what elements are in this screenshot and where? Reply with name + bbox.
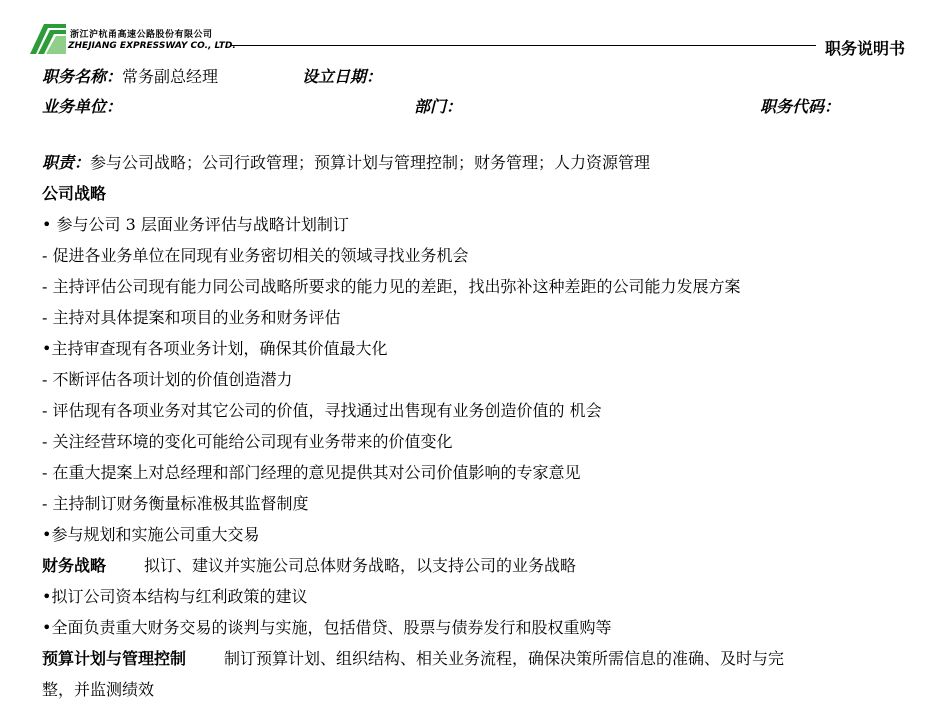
list-item: - 不断评估各项计划的价值创造潜力 (42, 370, 293, 389)
finance-desc: 拟订、建议并实施公司总体财务战略，以支持公司的业务战略 (144, 556, 577, 575)
code-field (760, 97, 840, 117)
dept-label: 部门： (414, 97, 463, 116)
budget-heading: 预算计划与管理控制 (42, 649, 187, 668)
code-label: 职务代码： (760, 97, 841, 116)
company-name-en: ZHEJIANG EXPRESSWAY CO., LTD. (68, 41, 236, 51)
finance-row (42, 556, 576, 576)
duties-text: 参与公司战略；公司行政管理；预算计划与管理控制；财务管理；人力资源管理 (90, 153, 651, 172)
list-item: •参与规划和实施公司重大交易 (42, 525, 260, 544)
strategy-heading: 公司战略 (42, 184, 107, 203)
date-label: 设立日期： (302, 67, 383, 86)
unit-label: 业务单位： (42, 97, 123, 116)
dept-field (414, 97, 462, 117)
finance-heading: 财务战略 (42, 556, 107, 575)
job-title-row (42, 67, 218, 87)
unit-field (42, 97, 122, 117)
budget-desc-continued: 整，并监测绩效 (42, 680, 155, 699)
company-name-cn: 浙江沪杭甬高速公路股份有限公司 (70, 30, 213, 40)
list-item: • 参与公司 3 层面业务评估与战略计划制订 (42, 215, 349, 234)
list-item: - 促进各业务单位在同现有业务密切相关的领域寻找业务机会 (42, 246, 469, 265)
list-item: - 主持评估公司现有能力同公司战略所要求的能力见的差距，找出弥补这种差距的公司能力发展方案 (42, 277, 741, 296)
budget-desc: 制订预算计划、组织结构、相关业务流程，确保决策所需信息的准确、及时与完 (224, 649, 785, 668)
company-logo-icon (30, 22, 66, 54)
header-divider (230, 45, 816, 46)
document-title: 职务说明书 (825, 39, 906, 58)
budget-row (42, 649, 784, 669)
list-item: •全面负责重大财务交易的谈判与实施，包括借贷、股票与债券发行和股权重购等 (42, 618, 612, 637)
list-item: - 关注经营环境的变化可能给公司现有业务带来的价值变化 (42, 432, 453, 451)
page-header (30, 22, 920, 58)
duties-row (42, 153, 650, 173)
job-title-label: 职务名称： (42, 67, 123, 86)
list-item: - 主持制订财务衡量标准极其监督制度 (42, 494, 309, 513)
list-item: •主持审查现有各项业务计划，确保其价值最大化 (42, 339, 388, 358)
duties-label: 职责： (42, 153, 91, 172)
list-item: - 主持对具体提案和项目的业务和财务评估 (42, 308, 341, 327)
list-item: •拟订公司资本结构与红利政策的建议 (42, 587, 308, 606)
job-title-value: 常务副总经理 (122, 67, 219, 86)
list-item: - 评估现有各项业务对其它公司的价值，寻找通过出售现有业务创造价值的 机会 (42, 401, 602, 420)
list-item: - 在重大提案上对总经理和部门经理的意见提供其对公司价值影响的专家意见 (42, 463, 581, 482)
date-field (302, 67, 382, 87)
